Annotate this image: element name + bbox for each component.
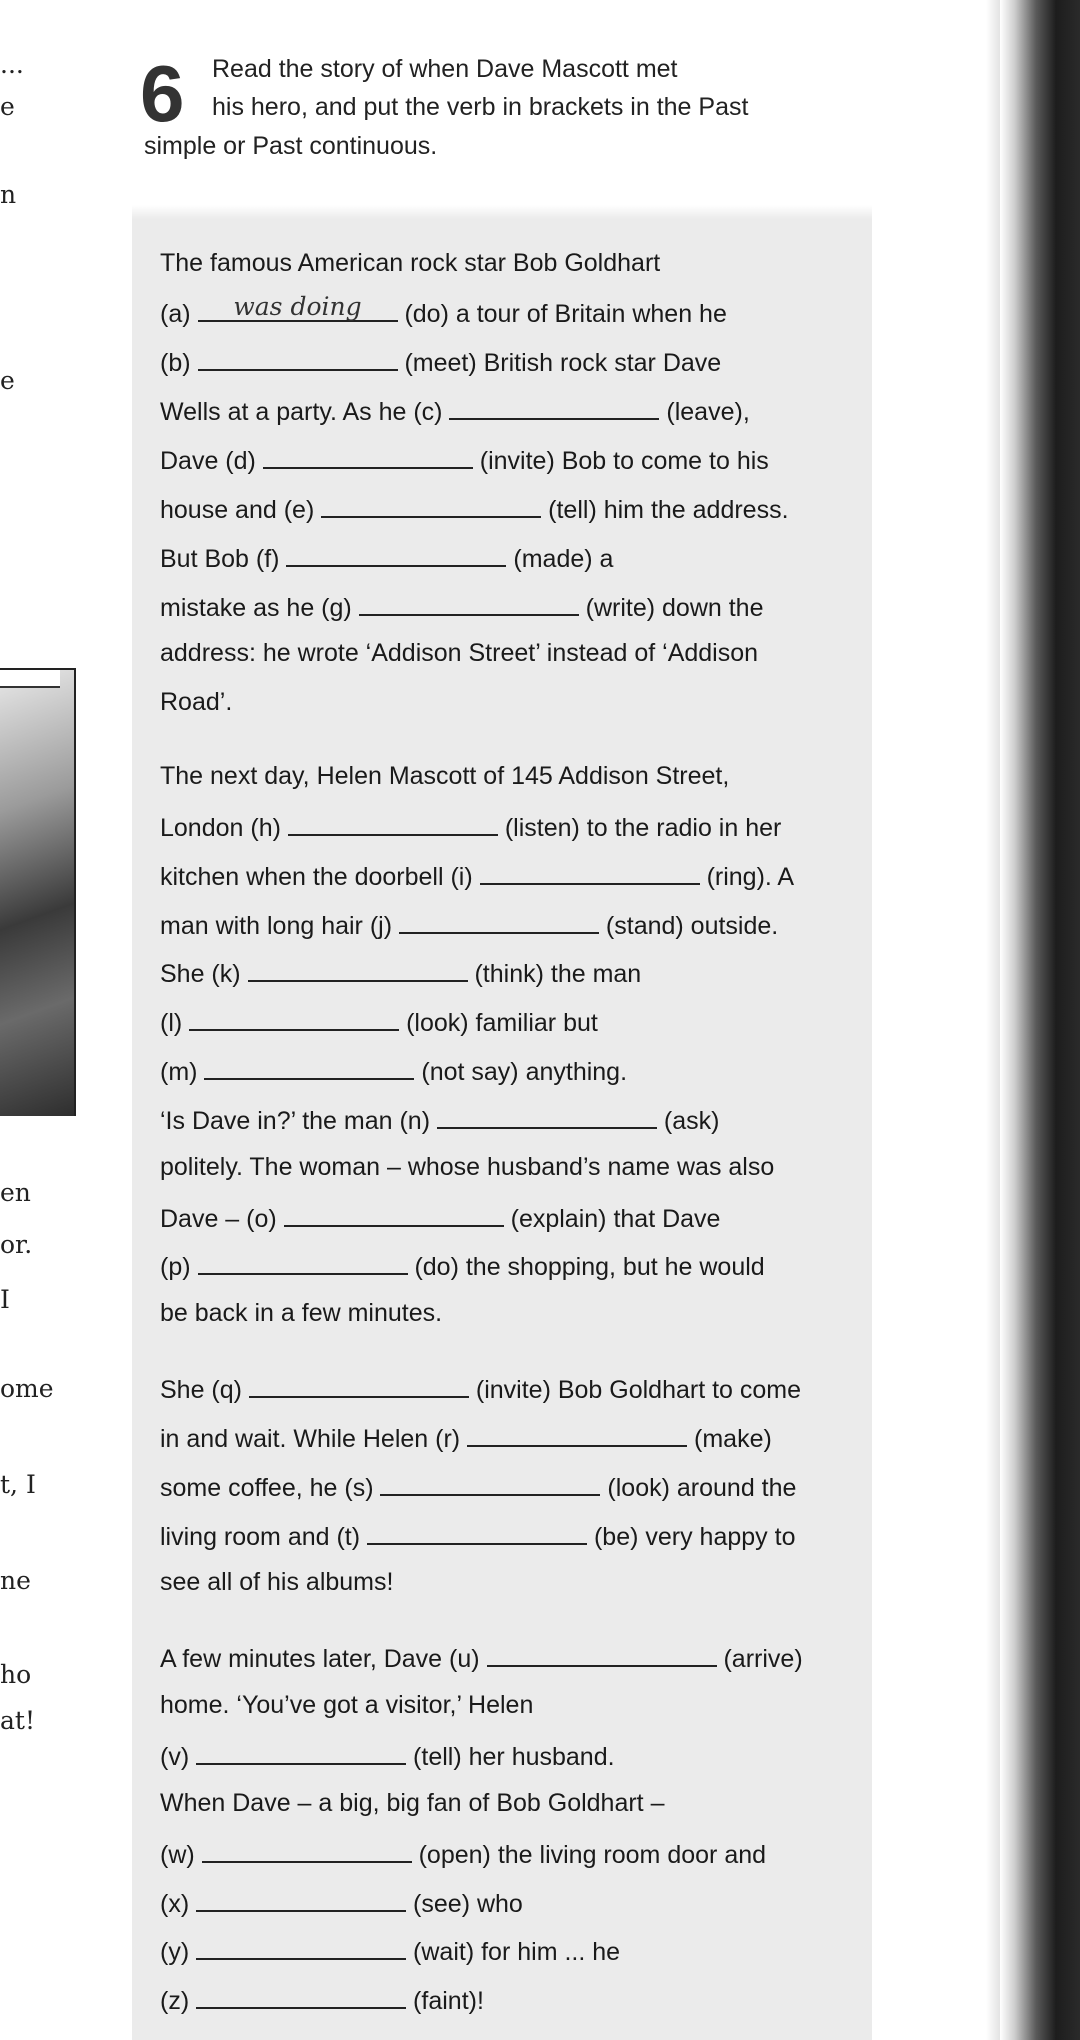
story-text: London (h)	[160, 814, 288, 842]
story-text: She (q)	[160, 1376, 249, 1404]
story-line	[160, 1567, 393, 1597]
story-text: kitchen when the doorbell (i)	[160, 863, 480, 891]
instruction-line-2: his hero, and put the verb in brackets in the Past	[212, 93, 749, 121]
answer-blank[interactable]	[198, 292, 398, 322]
story-line	[160, 761, 729, 791]
story-text: mistake as he (g)	[160, 594, 359, 622]
instruction-line-3: simple or Past continuous.	[144, 132, 438, 160]
left-column-fragment: ne	[0, 1566, 31, 1595]
story-text: address: he wrote ‘Addison Street’ instead of ‘Addison	[160, 639, 759, 667]
story-line	[160, 1837, 766, 1870]
left-column-fragment: t, I	[0, 1470, 36, 1499]
story-line	[160, 1739, 615, 1772]
left-column-fragment: at!	[0, 1706, 35, 1735]
story-text: (x)	[160, 1890, 197, 1918]
story-line	[160, 1005, 598, 1038]
story-text: be back in a few minutes.	[160, 1299, 443, 1327]
story-text: (stand) outside.	[598, 912, 779, 940]
story-text: (tell) her husband.	[406, 1743, 615, 1771]
story-line	[160, 292, 727, 329]
story-text: When Dave – a big, big fan of Bob Goldhart –	[160, 1789, 665, 1817]
answer-blank[interactable]	[196, 1739, 406, 1765]
left-column-fragment: ome	[0, 1374, 54, 1403]
left-column-fragment: or.	[0, 1230, 33, 1259]
story-line	[160, 1298, 442, 1328]
answer-blank[interactable]	[286, 541, 506, 567]
story-text: see all of his albums!	[160, 1568, 394, 1596]
story-text: A few minutes later, Dave (u)	[160, 1645, 487, 1673]
answer-blank[interactable]	[249, 1372, 469, 1398]
example-answer: was doing	[233, 292, 362, 321]
story-text: Wells at a party. As he (c)	[160, 398, 450, 426]
story-text: (y)	[160, 1938, 197, 1966]
story-text: (not say) anything.	[414, 1058, 628, 1086]
story-text: (think) the man	[467, 960, 642, 988]
story-line	[160, 908, 778, 941]
answer-blank[interactable]	[487, 1641, 717, 1667]
story-text: (p)	[160, 1253, 198, 1281]
answer-blank[interactable]	[380, 1470, 600, 1496]
story-text: (meet) British rock star Dave	[397, 349, 722, 377]
story-text: (look) around the	[600, 1474, 797, 1502]
story-text: (write) down the	[578, 594, 764, 622]
story-line	[160, 638, 758, 668]
story-line	[160, 1054, 627, 1087]
story-text: She (k)	[160, 960, 248, 988]
story-text: some coffee, he (s)	[160, 1474, 381, 1502]
answer-blank[interactable]	[480, 859, 700, 885]
page-gutter	[986, 0, 1000, 2040]
story-text: (z)	[160, 1987, 197, 2015]
story-line	[160, 810, 781, 843]
story-text: ‘Is Dave in?’ the man (n)	[160, 1107, 437, 1135]
story-text: But Bob (f)	[160, 545, 287, 573]
story-line	[160, 1249, 765, 1282]
story-text: (make)	[687, 1425, 772, 1453]
story-line	[160, 1372, 801, 1405]
story-text: (invite) Bob to come to his	[472, 447, 769, 475]
story-text: The famous American rock star Bob Goldhart	[160, 249, 661, 277]
story-text: (leave),	[659, 398, 750, 426]
story-text: (faint)!	[406, 1987, 484, 2015]
story-text: (l)	[160, 1009, 190, 1037]
story-text: (b)	[160, 349, 198, 377]
story-text: (tell) him the address.	[541, 496, 789, 524]
story-text: (do) a tour of Britain when he	[397, 300, 727, 328]
story-line	[160, 248, 660, 278]
story-text: (ask)	[656, 1107, 720, 1135]
left-column-fragment: e	[0, 92, 15, 121]
story-line	[160, 345, 721, 378]
story-text: man with long hair (j)	[160, 912, 399, 940]
answer-blank[interactable]	[198, 1249, 408, 1275]
answer-blank[interactable]	[367, 1519, 587, 1545]
story-line	[160, 1886, 523, 1919]
story-text: (ring). A	[699, 863, 795, 891]
story-line	[160, 590, 763, 623]
story-text: (arrive)	[716, 1645, 803, 1673]
story-text: (see) who	[406, 1890, 523, 1918]
story-text: The next day, Helen Mascott of 145 Addison Street,	[160, 762, 730, 790]
story-line	[160, 492, 789, 525]
left-column-fragment: en	[0, 1178, 31, 1207]
story-line	[160, 956, 641, 989]
answer-blank[interactable]	[284, 1201, 504, 1227]
story-line	[160, 443, 769, 476]
story-text: (explain) that Dave	[503, 1205, 721, 1233]
answer-blank[interactable]	[321, 492, 541, 518]
story-text: (m)	[160, 1058, 205, 1086]
story-line	[160, 1421, 772, 1454]
story-text: (a)	[160, 300, 198, 328]
story-text: Road’.	[160, 688, 233, 716]
answer-blank[interactable]	[196, 1983, 406, 2009]
answer-blank[interactable]	[359, 590, 579, 616]
answer-blank[interactable]	[248, 956, 468, 982]
answer-blank[interactable]	[189, 1005, 399, 1031]
left-column-fragment: ho	[0, 1660, 32, 1689]
story-text: house and (e)	[160, 496, 322, 524]
answer-blank[interactable]	[198, 345, 398, 371]
answer-blank[interactable]	[196, 1934, 406, 1960]
illustration-fragment	[0, 668, 76, 1116]
story-line	[160, 859, 794, 892]
answer-blank[interactable]	[449, 394, 659, 420]
story-text: (be) very happy to	[587, 1523, 796, 1551]
story-line	[160, 1641, 803, 1674]
instruction-line-1: Read the story of when Dave Mascott met	[212, 55, 678, 83]
story-text: (invite) Bob Goldhart to come	[468, 1376, 802, 1404]
story-line	[160, 1788, 664, 1818]
story-text: living room and (t)	[160, 1523, 368, 1551]
left-column-fragment: I	[0, 1285, 10, 1314]
story-line	[160, 1103, 719, 1136]
answer-blank[interactable]	[399, 908, 599, 934]
left-column-fragment: ...	[0, 50, 24, 79]
story-line	[160, 1470, 796, 1503]
story-text: (open) the living room door and	[411, 1841, 767, 1869]
story-text: Dave (d)	[160, 447, 263, 475]
answer-blank[interactable]	[196, 1886, 406, 1912]
answer-blank[interactable]	[467, 1421, 687, 1447]
story-text: home. ‘You’ve got a visitor,’ Helen	[160, 1691, 534, 1719]
story-line	[160, 1983, 484, 2016]
left-column-fragment: n	[0, 180, 17, 209]
story-text: (wait) for him ... he	[406, 1938, 621, 1966]
story-text: (v)	[160, 1743, 197, 1771]
left-column-fragment: e	[0, 366, 15, 395]
story-line	[160, 687, 232, 717]
story-text: in and wait. While Helen (r)	[160, 1425, 468, 1453]
story-line	[160, 1519, 795, 1552]
answer-blank[interactable]	[202, 1837, 412, 1863]
story-line	[160, 394, 750, 427]
story-text: (made) a	[506, 545, 614, 573]
story-text: Dave – (o)	[160, 1205, 284, 1233]
story-text: (listen) to the radio in her	[497, 814, 782, 842]
answer-blank[interactable]	[263, 443, 473, 469]
exercise-number: 6	[140, 49, 185, 138]
answer-blank[interactable]	[437, 1103, 657, 1129]
story-text: (look) familiar but	[399, 1009, 598, 1037]
story-text: politely. The woman – whose husband’s name was also	[160, 1153, 775, 1181]
story-line	[160, 1201, 720, 1234]
answer-blank[interactable]	[204, 1054, 414, 1080]
story-text: (do) the shopping, but he would	[407, 1253, 765, 1281]
story-text: (w)	[160, 1841, 202, 1869]
book-binding	[1000, 0, 1080, 2040]
story-line	[160, 1934, 620, 1967]
story-line	[160, 1690, 533, 1720]
answer-blank[interactable]	[288, 810, 498, 836]
story-line	[160, 1152, 774, 1182]
story-line	[160, 541, 613, 574]
